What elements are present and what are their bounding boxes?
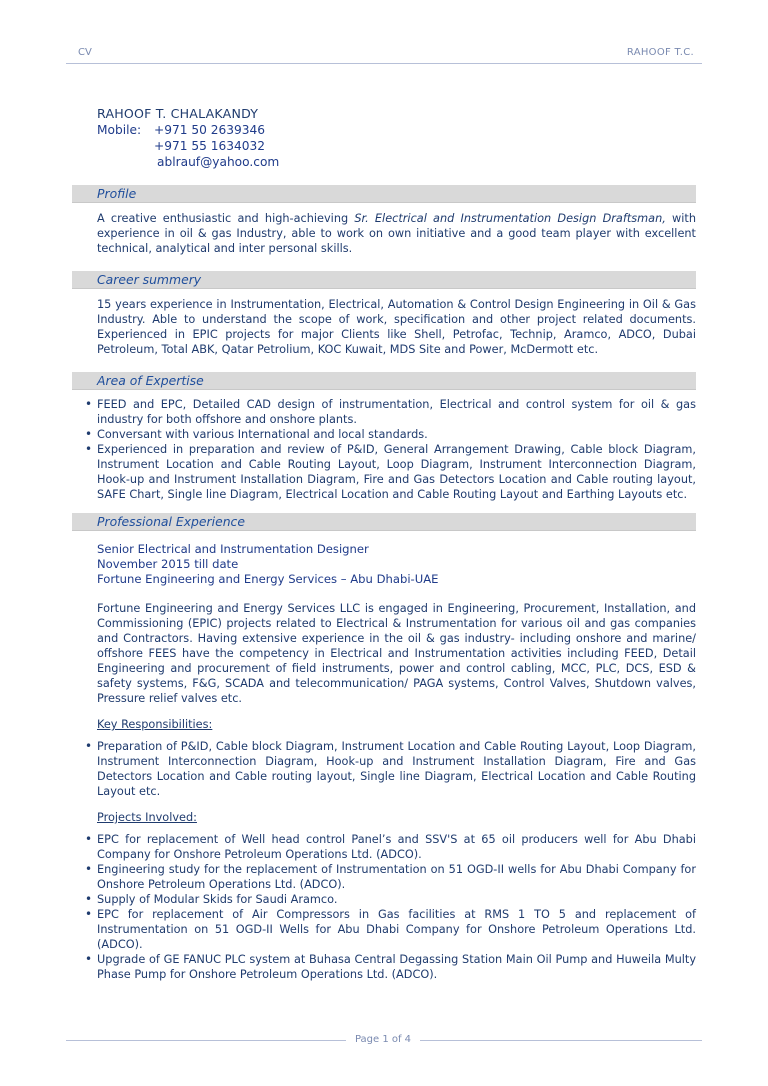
page-number: Page 1 of 4	[354, 1034, 412, 1045]
email-link[interactable]: ablrauf@yahoo.com	[157, 155, 280, 169]
bullet-icon: •	[85, 952, 93, 966]
profile-role: Sr. Electrical and Instrumentation Design Draftsman,	[354, 212, 666, 225]
responsibilities-list	[72, 739, 696, 799]
list-item	[72, 952, 696, 982]
bullet-icon: •	[85, 442, 93, 456]
bullet-icon: •	[85, 397, 93, 411]
bullet-icon: •	[85, 739, 93, 753]
expertise-item: Experienced in preparation and review of P&ID, General Arrangement Drawing, Cable block Diagram, Instrument Location and Cable Routing Layout, Loop Diagram, Instrument Interconnection Diagram, Hook-up and Instrument Installation Diagram, Fire and Gas Detectors Location and Cable routing layout, SAFE Chart, Single line Diagram, Electrical Location and Cable Routing Layout and Earthing Layouts etc.	[97, 443, 696, 501]
project-item: Upgrade of GE FANUC PLC system at Buhasa Central Degassing Station Main Oil Pump and Huweila Multy Phase Pump for Onshore Petroleum Operations Ltd. (ADCO).	[97, 953, 696, 981]
profile-text-end: with experience in oil & gas Industry, able to work on own initiative and a good team player with excellent technical, analytical and inter personal skills.	[97, 212, 696, 255]
bullet-icon: •	[85, 427, 93, 441]
career-paragraph: 15 years experience in Instrumentation, Electrical, Automation & Control Design Engineering in Oil & Gas Industry. Able to understand the scope of work, specification and other project related documents. Experienced in EPIC projects for major Clients like Shell, Petrofac, Technip, Aramco, ADCO, Dubai Petroleum, Total ABK, Qatar Petrolium, KOC Kuwait, MDS Site and Power, McDermott etc.	[97, 298, 696, 356]
section-title-experience: Professional Experience	[97, 514, 245, 529]
bullet-icon: •	[85, 892, 93, 906]
section-expertise	[72, 372, 696, 390]
list-item	[72, 832, 696, 862]
header-left-label: CV	[78, 47, 92, 58]
company-description	[97, 601, 696, 706]
responsibilities-title: Key Responsibilities:	[97, 718, 213, 731]
list-item	[72, 892, 696, 907]
header-right-label: RAHOOF T.C.	[626, 47, 694, 58]
project-item: Supply of Modular Skids for Saudi Aramco.	[97, 893, 338, 906]
section-experience	[72, 513, 696, 531]
expertise-list	[72, 397, 696, 502]
footer-divider-right	[420, 1040, 702, 1041]
job-company: Fortune Engineering and Energy Services – Abu Dhabi-UAE	[97, 572, 439, 586]
project-item: Engineering study for the replacement of Instrumentation on 51 OGD-II wells for Abu Dhabi Company for Onshore Petroleum Operations Ltd. (ADCO).	[97, 863, 696, 891]
phone-row-2	[97, 138, 696, 154]
bullet-icon: •	[85, 832, 93, 846]
job-period: November 2015 till date	[97, 557, 239, 571]
section-title-expertise: Area of Expertise	[97, 373, 204, 388]
project-item: EPC for replacement of Well head control Panel’s and SSV'S at 65 oil producers well for Abu Dhabi Company for Onshore Petroleum Operations Ltd. (ADCO).	[97, 833, 696, 861]
projects-list	[72, 832, 696, 982]
mobile-label: Mobile:	[97, 123, 142, 137]
cv-body	[72, 106, 696, 982]
section-profile	[72, 185, 696, 203]
list-item	[72, 442, 696, 502]
profile-text	[97, 211, 696, 256]
list-item	[72, 397, 696, 427]
phone-primary: +971 50 2639346	[154, 123, 266, 137]
mobile-row	[97, 122, 696, 138]
section-title-career: Career summery	[97, 272, 202, 287]
company-description-text: Fortune Engineering and Energy Services LLC is engaged in Engineering, Procurement, Installation, and Commissioning (EPIC) projects related to Electrical & Instrumentation for various oil and gas companies and Contractors. Having extensive experience in the oil & gas industry- including onshore and marine/ offshore FEES have the competency in Electrical and Instrumentation activities including FEED, Detail Engineering and procurement of field instruments, power and control cabling, MCC, PLC, DCS, ESD & safety systems, F&G, SCADA and telecommunication/ PAGA systems, Control Valves, Shutdown valves, Pressure relief valves etc.	[97, 602, 696, 705]
job-title: Senior Electrical and Instrumentation Designer	[97, 542, 369, 556]
footer-divider-left	[66, 1040, 346, 1041]
section-career	[72, 271, 696, 289]
section-title-profile: Profile	[97, 186, 137, 201]
profile-text-start: A creative enthusiastic and high-achieving	[97, 212, 355, 225]
candidate-name: RAHOOF T. CHALAKANDY	[97, 106, 259, 121]
bullet-icon: •	[85, 862, 93, 876]
project-item: EPC for replacement of Air Compressors in Gas facilities at RMS 1 TO 5 and replacement of Instrumentation on 51 OGD-II Wells for Abu Dhabi Company for Onshore Petroleum Operations Ltd. (ADCO).	[97, 908, 696, 951]
list-item	[72, 907, 696, 952]
email-row	[97, 154, 696, 170]
career-summary-text	[97, 297, 696, 357]
expertise-item: FEED and EPC, Detailed CAD design of instrumentation, Electrical and control system for oil & gas industry for both offshore and onshore plants.	[97, 398, 696, 426]
header-divider	[66, 63, 702, 64]
contact-block	[72, 106, 696, 170]
projects-title: Projects Involved:	[97, 811, 197, 824]
list-item	[72, 739, 696, 799]
bullet-icon: •	[85, 907, 93, 921]
list-item	[72, 862, 696, 892]
list-item	[72, 427, 696, 442]
expertise-item: Conversant with various International and local standards.	[97, 428, 428, 441]
responsibility-item: Preparation of P&ID, Cable block Diagram, Instrument Location and Cable Routing Layout, Loop Diagram, Instrument Interconnection Diagram, Hook-up and Instrument Installation Diagram, Fire and Gas Detectors Location and Cable routing layout, Single line Diagram, Electrical Location and Cable Routing Layout etc.	[97, 740, 696, 798]
job-header	[97, 542, 696, 587]
phone-secondary: +971 55 1634032	[154, 139, 266, 153]
